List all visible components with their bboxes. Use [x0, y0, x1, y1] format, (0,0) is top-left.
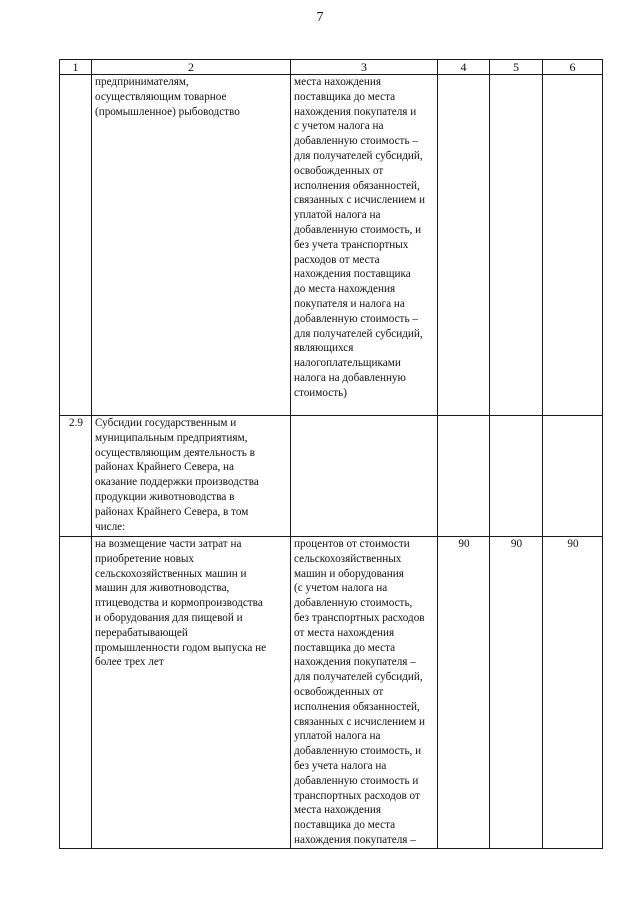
row-unit-text: процентов от стоимости сельскохозяйственных машин и оборудования (с учетом налога на добавленную стоимость, без транспортных расходов от места нахождения поставщика до места нахождения покупателя – для получателей субсидий, освобожденных от исполнения обязанностей, связанных с исчислением и уплатой налога на добавленную стоимость, и без учета налога на добавленную стоимость и транспортных расходов от места нахождения поставщика до места нахождения покупателя – — [294, 538, 425, 846]
row-name-cell — [92, 416, 291, 537]
row-unit-cell — [291, 537, 438, 849]
table-header-row — [60, 60, 603, 75]
row-unit-cell — [291, 75, 438, 416]
page-number: 7 — [316, 10, 324, 25]
row-value-col6 — [543, 75, 603, 416]
row-name-cell — [92, 537, 291, 849]
row-unit-text: места нахождения поставщика до места нахождения покупателя и с учетом налога на добавленную стоимость – для получателей субсидий, освобожденных от исполнения обязанностей, связанных с исчислением и уплатой налога на добавленную стоимость, и без учета транспортных расходов от места нахождения поставщика до места нахождения покупателя и налога на добавленную стоимость – для получателей субсидий, являющихся налогоплательщиками налога на добавленную стоимость) — [294, 76, 425, 399]
table-row — [60, 537, 603, 849]
row-value-col5 — [490, 416, 543, 537]
header-cell-2: 2 — [92, 60, 291, 75]
row-value-col6 — [543, 416, 603, 537]
row-name-text: Субсидии государственным и муниципальным предприятиям, осуществляющим деятельность в районах Крайнего Севера, на оказание поддержки производства продукции животноводства в районах Крайнего Севера, в том числе: — [95, 417, 259, 533]
row-number-cell — [60, 75, 92, 416]
row-value-col6: 90 — [543, 537, 603, 849]
header-cell-1: 1 — [60, 60, 92, 75]
row-value-col4 — [438, 75, 490, 416]
header-cell-6: 6 — [543, 60, 603, 75]
row-value-col5: 90 — [490, 537, 543, 849]
table-row — [60, 75, 603, 416]
header-cell-5: 5 — [490, 60, 543, 75]
row-name-text: предпринимателям, осуществляющим товарное (промышленное) рыбоводство — [95, 76, 240, 118]
header-cell-3: 3 — [291, 60, 438, 75]
row-number-cell: 2.9 — [60, 416, 92, 537]
row-name-text: на возмещение части затрат на приобретение новых сельскохозяйственных машин и машин для животноводства, птицеводства и кормопроизводства и оборудования для пищевой и перерабатывающей промышленности годом выпуска не более трех лет — [95, 538, 267, 669]
row-name-cell — [92, 75, 291, 416]
header-cell-4: 4 — [438, 60, 490, 75]
row-number-cell — [60, 537, 92, 849]
subsidy-table — [59, 59, 603, 849]
row-value-col5 — [490, 75, 543, 416]
row-value-col4 — [438, 416, 490, 537]
row-unit-cell — [291, 416, 438, 537]
table-row — [60, 416, 603, 537]
row-value-col4: 90 — [438, 537, 490, 849]
